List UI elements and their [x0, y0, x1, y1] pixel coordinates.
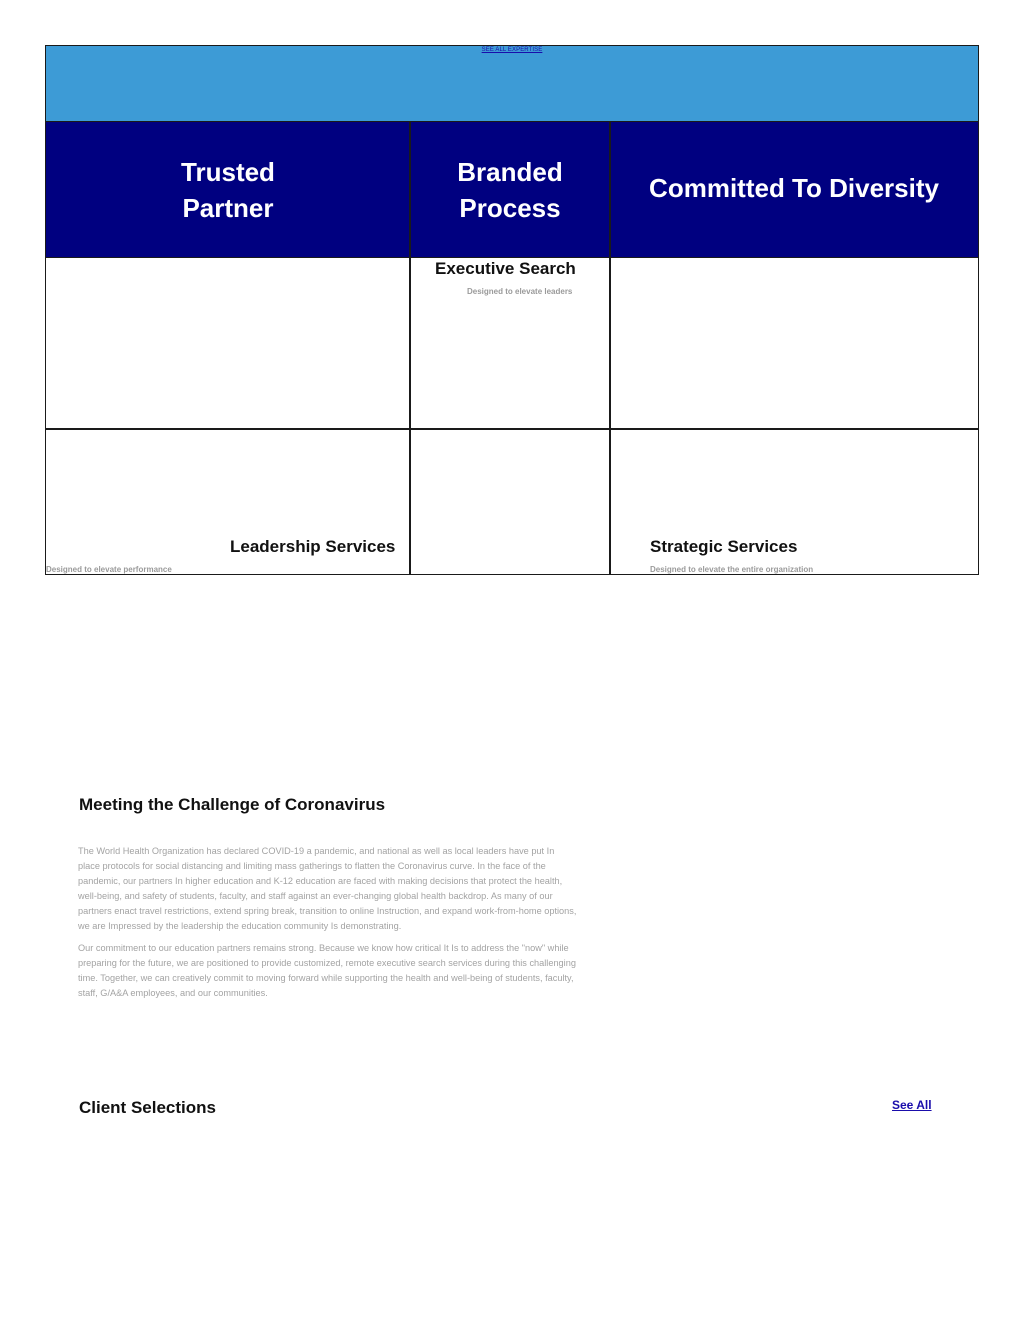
pillar-branded-process — [410, 154, 610, 226]
column-divider — [409, 122, 411, 574]
row-divider — [46, 428, 978, 430]
article-paragraph: Our commitment to our education partners remains strong. Because we know how critical It Is to address the "now" while preparing for the future, we are positioned to provide customized, remote executive search services during this challenging time. Together, we can creatively commit to moving forward while supporting the health and well-being of students, faculty, staff, G/A&A employees, and our communities. — [78, 943, 576, 998]
services-table — [45, 45, 979, 575]
executive-search-subtitle: Designed to elevate leaders — [467, 287, 573, 296]
see-all-clients-link[interactable]: See All — [892, 1098, 932, 1112]
pillars-row — [46, 122, 978, 258]
client-selections-heading: Client Selections — [79, 1098, 216, 1117]
article-paragraph: The World Health Organization has declared COVID-19 a pandemic, and national as well as local leaders have put In place protocols for social distancing and limiting mass gatherings to flatten the Coronavirus curve. In the face of the pandemic, our partners In higher education and K-12 education are faced with making decisions that protect the health, well-being, and safety of students, faculty, and staff against an ever-changing global health backdrop. As many of our partners enact travel restrictions, extend spring break, transition to online Instruction, and expand work-from-home options, we are Impressed by the leadership the education community Is demonstrating. — [78, 846, 577, 931]
strategic-services-link[interactable]: Strategic Services — [650, 537, 798, 556]
expertise-banner — [46, 46, 978, 122]
see-all-expertise-link[interactable]: SEE ALL EXPERTISE — [481, 47, 543, 53]
article-body — [78, 844, 578, 1008]
pillar-line: Committed To Diversity — [649, 173, 939, 203]
pillar-line: Partner — [182, 193, 274, 223]
executive-search-link[interactable]: Executive Search — [435, 259, 576, 278]
column-divider — [609, 122, 611, 574]
article-heading: Meeting the Challenge of Coronavirus — [79, 795, 386, 814]
pillar-line: Process — [459, 193, 561, 223]
strategic-services-subtitle: Designed to elevate the entire organization — [650, 565, 814, 574]
leadership-services-link[interactable]: Leadership Services — [230, 537, 396, 556]
pillar-committed-to-diversity — [610, 170, 978, 206]
leadership-services-subtitle: Designed to elevate performance — [46, 565, 172, 574]
pillar-trusted-partner — [46, 154, 410, 226]
pillar-line: Trusted — [181, 157, 275, 187]
pillar-line: Branded — [457, 157, 563, 187]
